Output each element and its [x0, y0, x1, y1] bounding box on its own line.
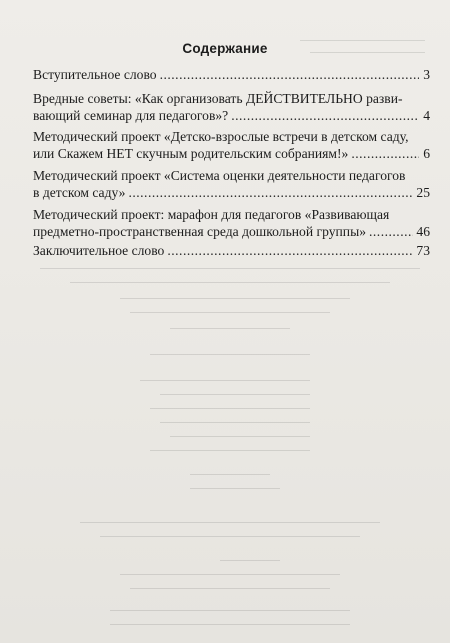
dot-leader [128, 184, 413, 201]
entry-title-line: Методический проект: марафон для педагогов «Развивающая [33, 207, 390, 222]
page-number: 73 [416, 243, 430, 258]
entry-title-line: или Скажем НЕТ скучным родительским собраниям!» [33, 146, 349, 161]
toc-entry [33, 66, 430, 83]
entry-title-line: вающий семинар для педагогов»? [33, 108, 229, 123]
toc-entry [33, 242, 430, 259]
entry-title-line: Вредные советы: «Как организовать ДЕЙСТВИТЕЛЬНО разви- [33, 91, 403, 106]
dot-leader [369, 223, 413, 240]
dot-leader [351, 145, 419, 162]
contents-heading: Содержание [182, 41, 268, 56]
toc-entry [33, 206, 430, 240]
entry-title-line: Методический проект «Система оценки деятельности педагогов [33, 168, 406, 183]
dot-leader [167, 242, 413, 259]
entry-title-line: предметно-пространственная среда дошкольной группы» [33, 224, 366, 239]
page-number: 4 [423, 108, 430, 123]
page-number: 3 [423, 67, 430, 82]
toc-entry [33, 167, 430, 201]
page-number: 6 [423, 146, 430, 161]
entry-title-line: Методический проект «Детско-взрослые встречи в детском саду, [33, 129, 409, 144]
dot-leader [231, 107, 419, 124]
entry-title-line: в детском саду» [33, 185, 126, 200]
dot-leader [160, 66, 419, 83]
page-number: 46 [416, 224, 430, 239]
toc-entry [33, 90, 430, 124]
entry-title-line: Заключительное слово [33, 243, 165, 258]
page-number: 25 [416, 185, 430, 200]
entry-title-line: Вступительное слово [33, 67, 157, 82]
toc-entry [33, 128, 430, 162]
